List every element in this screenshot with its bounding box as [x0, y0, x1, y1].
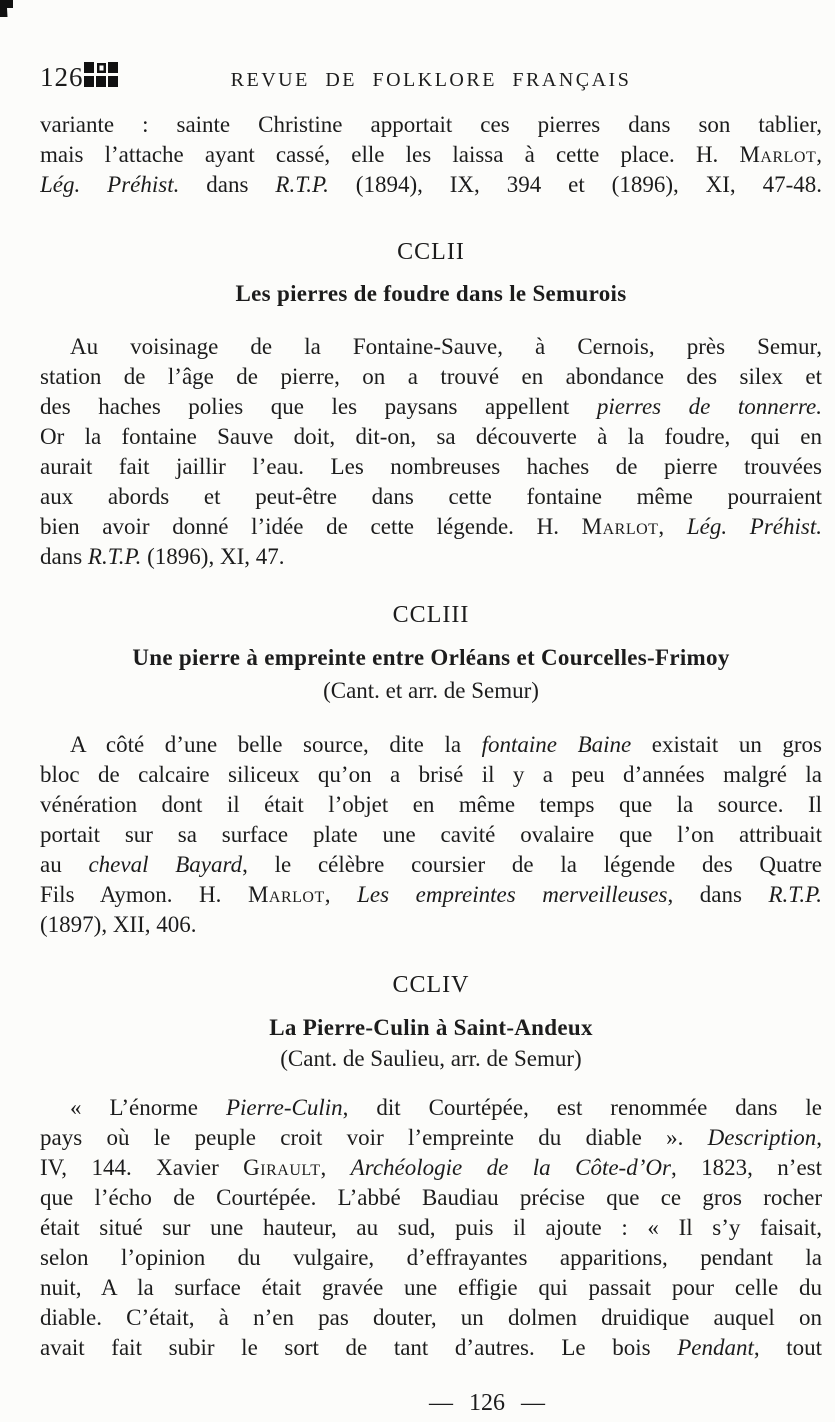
- text-line: aurait fait jaillir l’eau. Les nombreuses haches de pierre trouvées: [40, 454, 822, 479]
- section-title-ccliv: La Pierre-Culin à Saint-Andeux: [269, 1015, 593, 1040]
- paragraph-cclii: [40, 332, 822, 572]
- section-subtitle-ccliii: (Cant. et arr. de Semur): [323, 678, 539, 703]
- text-line: était situé sur une hauteur, au sud, puis il ajoute : « Il s’y faisait,: [40, 1215, 822, 1240]
- footer-folio: — 126 —: [429, 1390, 545, 1416]
- paragraph-ccliv: [40, 1093, 822, 1363]
- section-title-ccliii: Une pierre à empreinte entre Orléans et Courcelles-Frimoy: [132, 645, 730, 670]
- journal-title: REVUE DE FOLKLORE FRANÇAIS: [230, 69, 632, 91]
- section-subtitle-ccliv: (Cant. de Saulieu, arr. de Semur): [280, 1046, 582, 1071]
- text-line: vénération dont il était l’objet en même temps que la source. Il: [40, 792, 822, 817]
- text-line: selon l’opinion du vulgaire, d’effrayantes apparitions, pendant la: [40, 1245, 822, 1270]
- text-line: (1897), XII, 406.: [40, 912, 197, 937]
- section-number-cclii: CCLII: [397, 239, 465, 265]
- text-line: Au voisinage de la Fontaine-Sauve, à Cernois, près Semur,: [70, 334, 822, 359]
- paragraph-ccliii: [40, 730, 822, 940]
- text-line: diable. C’était, à n’en pas douter, un dolmen druidique auquel on: [40, 1305, 822, 1330]
- text-line: station de l’âge de pierre, on a trouvé en abondance des silex et: [40, 364, 822, 389]
- text-line: bien avoir donné l’idée de cette légende. H. Marlot, Lég. Préhist.: [40, 514, 822, 539]
- text-line: mais l’attache ayant cassé, elle les laissa à cette place. H. Marlot,: [40, 142, 822, 167]
- text-line: des haches polies que les paysans appellent pierres de tonnerre.: [40, 394, 822, 419]
- text-line: variante : sainte Christine apportait ces pierres dans son tablier,: [40, 112, 822, 137]
- text-line: Lég. Préhist. dans R.T.P. (1894), IX, 394 et (1896), XI, 47-48.: [40, 172, 822, 197]
- text-line: pays où le peuple croit voir l’empreinte du diable ». Description,: [40, 1125, 822, 1150]
- text-line: dans R.T.P. (1896), XI, 47.: [40, 544, 285, 569]
- text-line: aux abords et peut-être dans cette fontaine même pourraient: [40, 484, 822, 509]
- text-line: Or la fontaine Sauve doit, dit-on, sa découverte à la foudre, qui en: [40, 424, 822, 449]
- scan-corner-artifact-icon: [0, 0, 14, 18]
- text-line: bloc de calcaire siliceux qu’on a brisé il y a peu d’années malgré la: [40, 762, 822, 787]
- text-line: Fils Aymon. H. Marlot, Les empreintes merveilleuses, dans R.T.P.: [40, 882, 822, 907]
- text-line: avait fait subir le sort de tant d’autres. Le bois Pendant, tout: [40, 1335, 822, 1360]
- text-line: IV, 144. Xavier Girault, Archéologie de la Côte-d’Or, 1823, n’est: [40, 1155, 822, 1180]
- text-line: que l’écho de Courtépée. L’abbé Baudiau précise que ce gros rocher: [40, 1185, 822, 1210]
- text-line: portait sur sa surface plate une cavité ovalaire que l’on attribuait: [40, 822, 822, 847]
- section-number-ccliv: CCLIV: [392, 972, 470, 998]
- text-line: A côté d’une belle source, dite la fontaine Baine existait un gros: [70, 732, 822, 757]
- paragraph-variante: [40, 110, 822, 200]
- section-title-cclii: Les pierres de foudre dans le Semurois: [235, 281, 627, 306]
- text-line: au cheval Bayard, le célèbre coursier de la légende des Quatre: [40, 852, 822, 877]
- text-line: « L’énorme Pierre-Culin, dit Courtépée, est renommée dans le: [70, 1095, 822, 1120]
- section-number-ccliii: CCLIII: [392, 602, 470, 628]
- text-line: nuit, A la surface était gravée une effigie qui passait pour celle du: [40, 1275, 822, 1300]
- page-number: 126: [40, 62, 84, 92]
- page-body: [40, 0, 822, 1422]
